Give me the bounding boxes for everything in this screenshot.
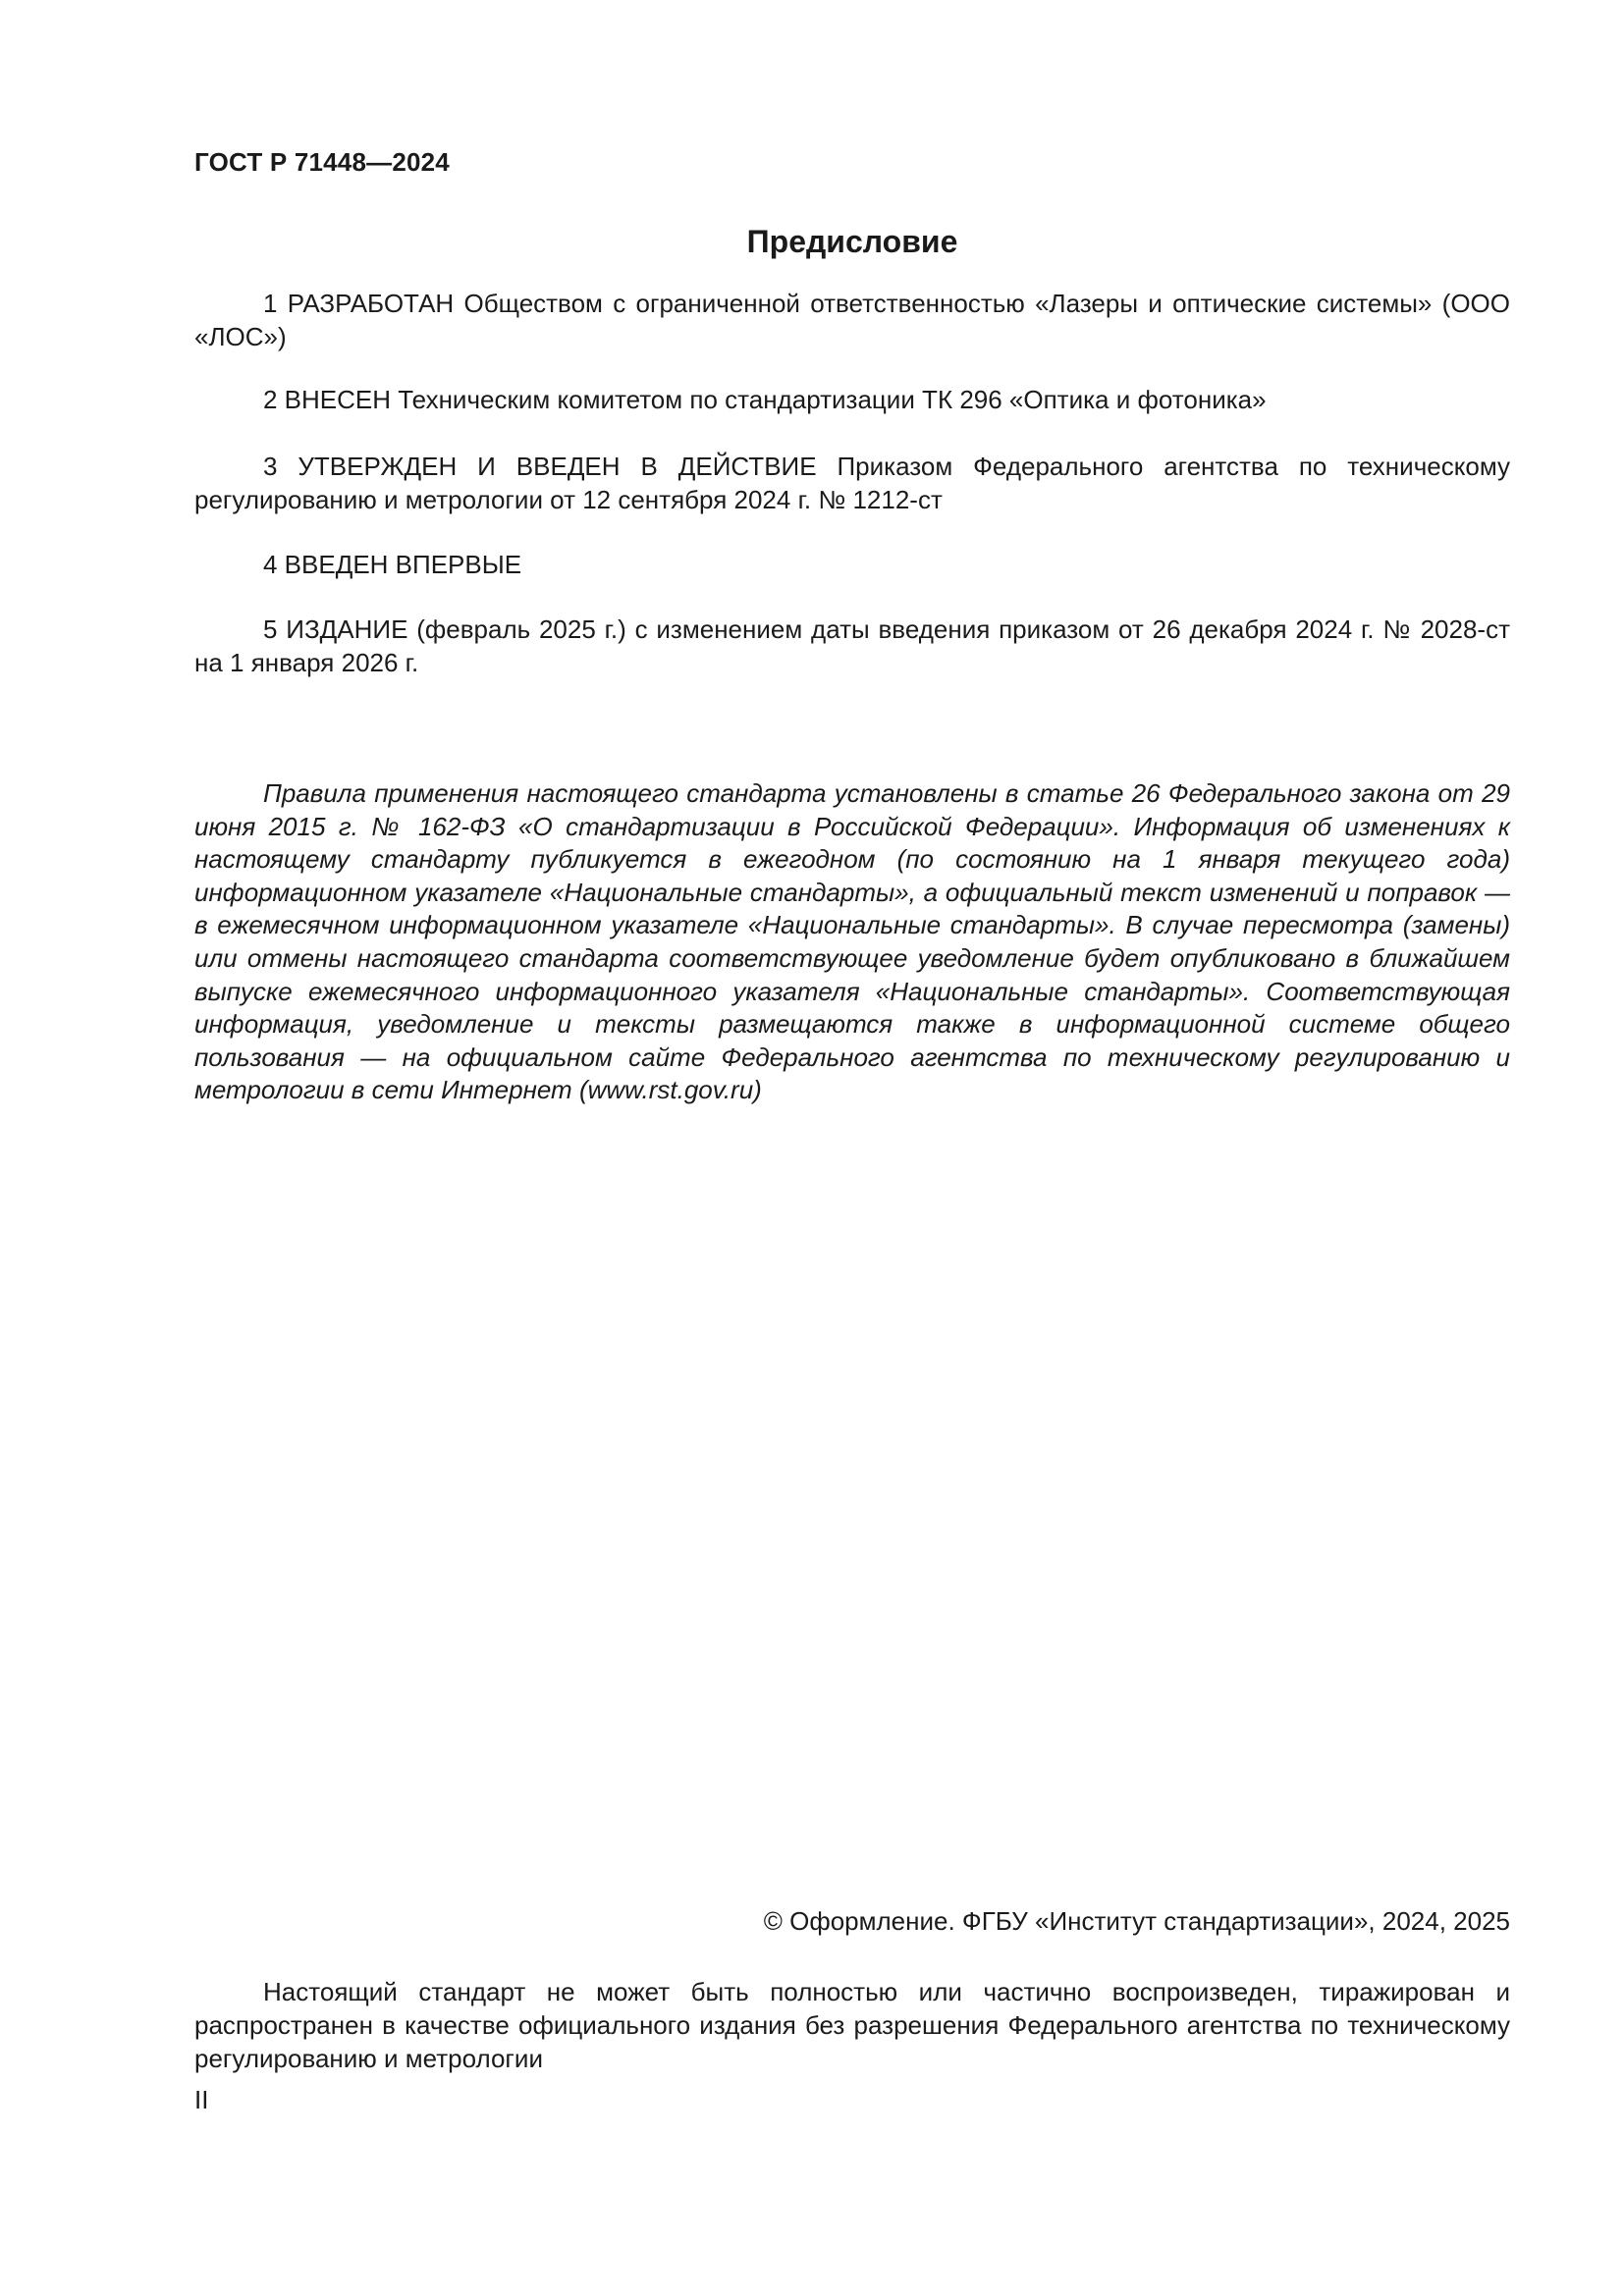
- foreword-title: Предисловие: [746, 224, 958, 259]
- standard-code: ГОСТ Р 71448—2024: [194, 147, 450, 177]
- legal-note: Правила применения настоящего стандарта установлены в статье 26 Федерального закона от 29 июня 2015 г. № 162-ФЗ «О стандартизации в Российской Федерации». Информация об изменениях к настоящему стандарту публикуется в ежегодном (по состоянию на 1 января текущего года) информационном указателе «Национальные стандарты», а официальный текст изменений и поправок — в ежемесячном информационном указателе «Национальные стандарты». В случае пересмотра (замены) или отмены настоящего стандарта соответствующее уведомление будет опубликовано в ближайшем выпуске ежемесячного информационного указателя «Национальные стандарты». Соответствующая информация, уведомление и тексты размещаются также в информационной системе общего пользования — на официальном сайте Федерального агентства по техническому регулированию и метрологии в сети Интернет (www.rst.gov.ru): [194, 778, 1510, 1105]
- page-number: II: [194, 2085, 209, 2114]
- foreword-item-submitted: 2 ВНЕСЕН Техническим комитетом по стандартизации ТК 296 «Оптика и фотоника»: [263, 385, 1267, 414]
- foreword-item-approved: 3 УТВЕРЖДЕН И ВВЕДЕН В ДЕЙСТВИЕ Приказом Федерального агентства по техническому регулированию и метрологии от 12 сентября 2024 г. № 1212-ст: [194, 452, 1510, 514]
- foreword-item-developed: 1 РАЗРАБОТАН Обществом с ограниченной ответственностью «Лазеры и оптические системы» (ООО «ЛОС»): [194, 289, 1510, 351]
- foreword-item-edition: 5 ИЗДАНИЕ (февраль 2025 г.) с изменением даты введения приказом от 26 декабря 2024 г. № 2028-ст на 1 января 2026 г.: [194, 614, 1510, 677]
- reproduction-note: Настоящий стандарт не может быть полностью или частично воспроизведен, тиражирован и распространен в качестве официального издания без разрешения Федерального агентства по техническому регулированию и метрологии: [194, 1977, 1510, 2073]
- copyright-notice: © Оформление. ФГБУ «Институт стандартизации», 2024, 2025: [763, 1906, 1510, 1936]
- foreword-item-introduced: 4 ВВЕДЕН ВПЕРВЫЕ: [263, 550, 522, 579]
